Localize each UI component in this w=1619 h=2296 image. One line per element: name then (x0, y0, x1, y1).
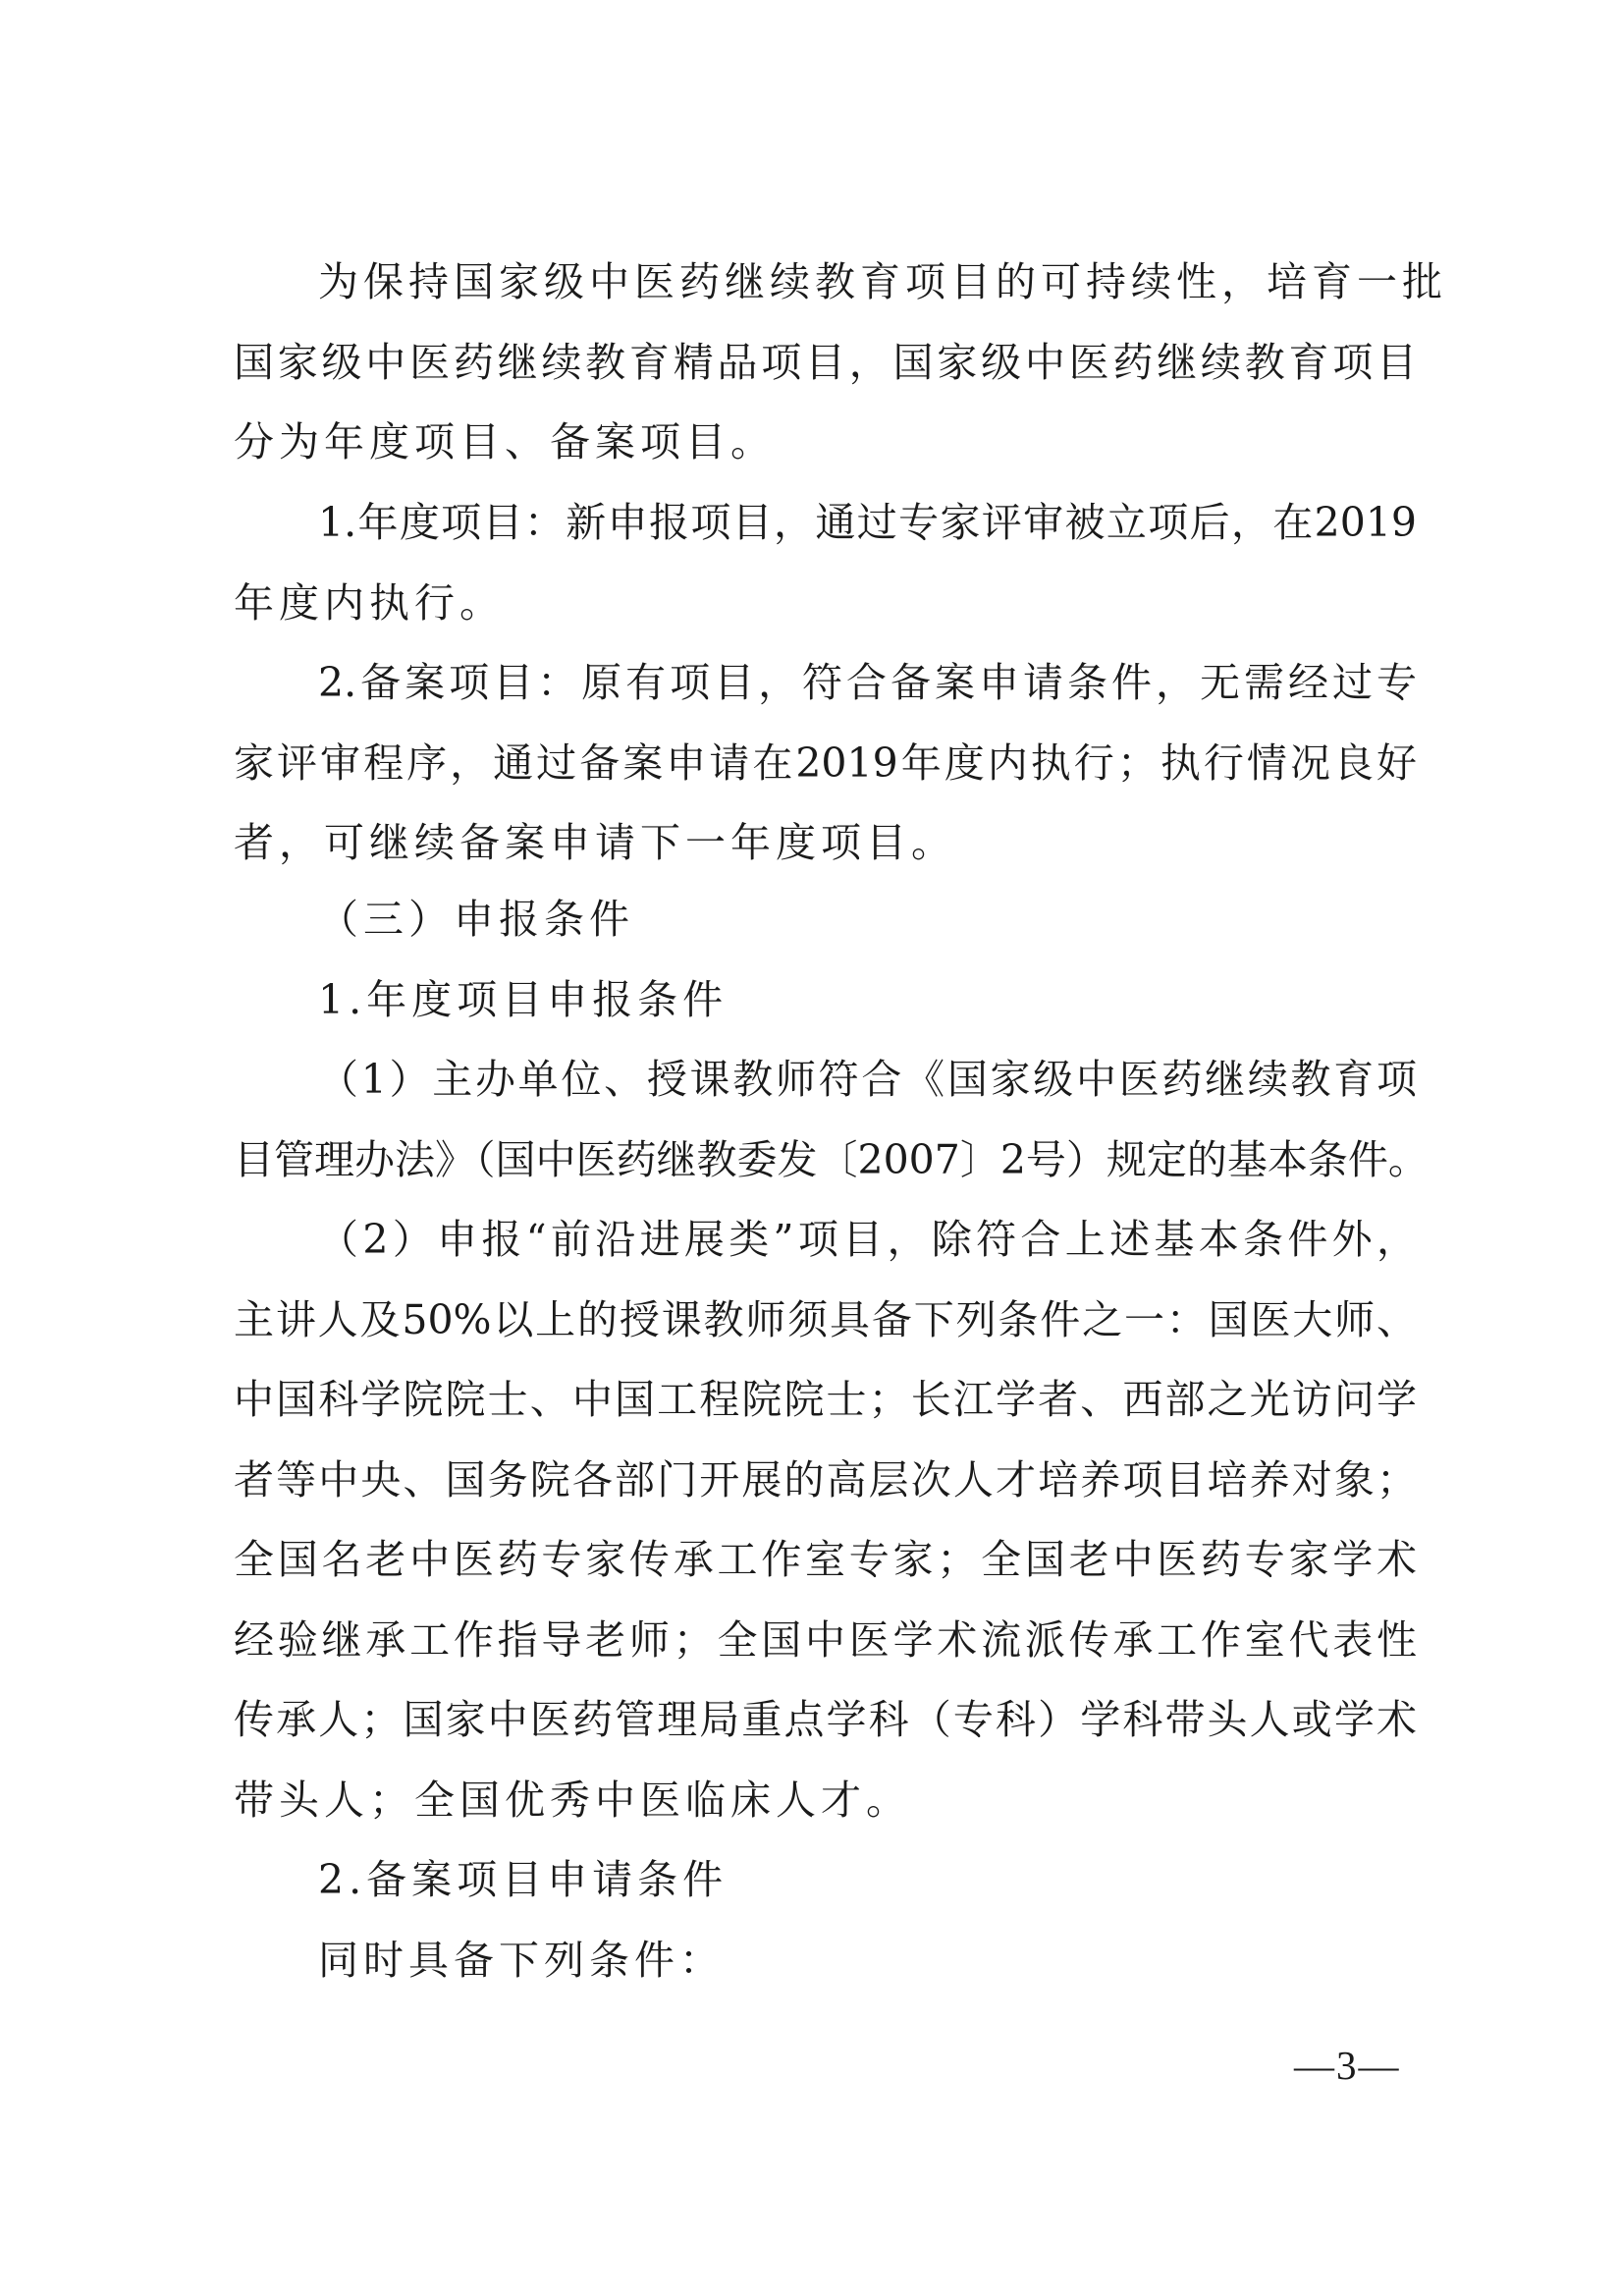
paragraph-line-20: 带头人；全国优秀中医临床人才。 (234, 1777, 911, 1824)
paragraph-line-13: （2）申报“前沿进展类”项目，除符合上述基本条件外， (318, 1216, 1417, 1263)
subsection-heading-2: 2.备案项目申请条件 (318, 1856, 729, 1903)
paragraph-line-5: 年度内执行。 (234, 579, 505, 627)
paragraph-line-3: 分为年度项目、备案项目。 (234, 418, 776, 465)
paragraph-line-2: 国家级中医药继续教育精品项目，国家级中医药继续教育项目 (234, 339, 1417, 386)
paragraph-line-18: 经验继承工作指导老师；全国中医学术流派传承工作室代表性 (234, 1616, 1417, 1664)
paragraph-line-7: 家评审程序，通过备案申请在2019年度内执行；执行情况良好 (234, 739, 1417, 787)
paragraph-line-15: 中国科学院院士、中国工程院院士；长江学者、西部之光访问学 (234, 1376, 1417, 1423)
paragraph-line-14: 主讲人及50%以上的授课教师须具备下列条件之一：国医大师、 (234, 1296, 1417, 1343)
paragraph-line-6: 2.备案项目：原有项目，符合备案申请条件，无需经过专 (318, 659, 1417, 706)
paragraph-line-1: 为保持国家级中医药继续教育项目的可持续性，培育一批 (318, 258, 1447, 305)
paragraph-line-8: 者，可继续备案申请下一年度项目。 (234, 819, 956, 866)
paragraph-line-11: （1）主办单位、授课教师符合《国家级中医药继续教育项 (318, 1056, 1417, 1103)
paragraph-line-17: 全国名老中医药专家传承工作室专家；全国老中医药专家学术 (234, 1536, 1417, 1583)
paragraph-line-19: 传承人；国家中医药管理局重点学科（专科）学科带头人或学术 (234, 1696, 1417, 1743)
paragraph-line-12: 目管理办法》（国中医药继教委发〔2007〕2号）规定的基本条件。 (234, 1136, 1429, 1183)
section-heading: （三）申报条件 (318, 896, 634, 943)
paragraph-line-16: 者等中央、国务院各部门开展的高层次人才培养项目培养对象； (234, 1456, 1417, 1503)
page-number: —3— (1294, 2043, 1401, 2088)
subsection-heading-1: 1.年度项目申报条件 (318, 976, 729, 1023)
paragraph-line-4: 1.年度项目：新申报项目，通过专家评审被立项后，在2019 (318, 499, 1417, 546)
paragraph-line-22: 同时具备下列条件： (318, 1937, 725, 1984)
